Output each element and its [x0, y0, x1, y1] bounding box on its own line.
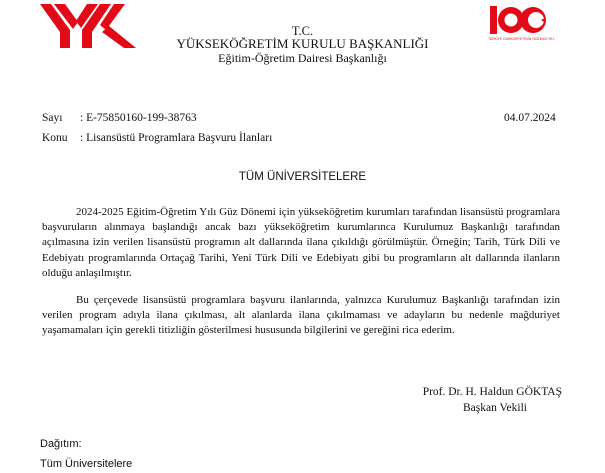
addressee: TÜM ÜNİVERSİTELERE — [238, 171, 367, 183]
department-name: Eğitim-Öğretim Dairesi Başkanlığı — [218, 51, 387, 65]
body-paragraph-1: 2024-2025 Eğitim-Öğretim Yılı Güz Dönemi için yükseköğretim kurumları tarafından lisansüstü programlara başvuruların alınmaya başlandığı ancak bazı yükseköğretim kurumlarınca Kurulumuz Başkanlığı tarafından açılmasına izin verilen lisansüstü programın alt dallarında ilana çıkıldığı görülmüştür. Örneğin; Tarih, Türk Dili ve Edebiyatı programlarında Ortaçağ Tarihi, Yeni Türk Dili ve Edebiyatı gibi bu programların alt dallarında ilanların olduğu anlaşılmıştır. — [42, 206, 560, 279]
distribution-recipient: Tüm Üniversitelere — [40, 458, 133, 470]
distribution-label: Dağıtım: — [40, 438, 82, 450]
sayi-value: : E-75850160-199-38763 — [80, 112, 197, 124]
konu-label: Konu — [42, 132, 68, 144]
signatory-name: Prof. Dr. H. Haldun GÖKTAŞ — [422, 386, 562, 398]
document-date: 04.07.2024 — [504, 112, 556, 124]
logo-caption: TÜRKİYE CUMHURİYETİ'NİN YÜZÜNCÜ YILI — [488, 37, 554, 41]
body-paragraph-2: Bu çerçevede lisansüstü programlara başvuru ilanlarında, yalnızca Kurulumuz Başkanlığı tarafından izin verilen program adıyla ilana çıkılması, alt alanlarda ilana çıkılmaması ve adayların bu nedenle mağduriyet yaşamamaları için gerekli titizliğin gösterilmesi hususunda bilgilerini ve gereğini rica ederim. — [42, 294, 560, 337]
institution-name: YÜKSEKÖĞRETİM KURULU BAŞKANLIĞI — [176, 36, 429, 51]
country-label: T.C. — [291, 24, 314, 38]
sayi-label: Sayı — [42, 112, 63, 124]
signatory-title: Başkan Vekili — [463, 402, 527, 414]
konu-value: : Lisansüstü Programlara Başvuru İlanları — [80, 132, 273, 144]
